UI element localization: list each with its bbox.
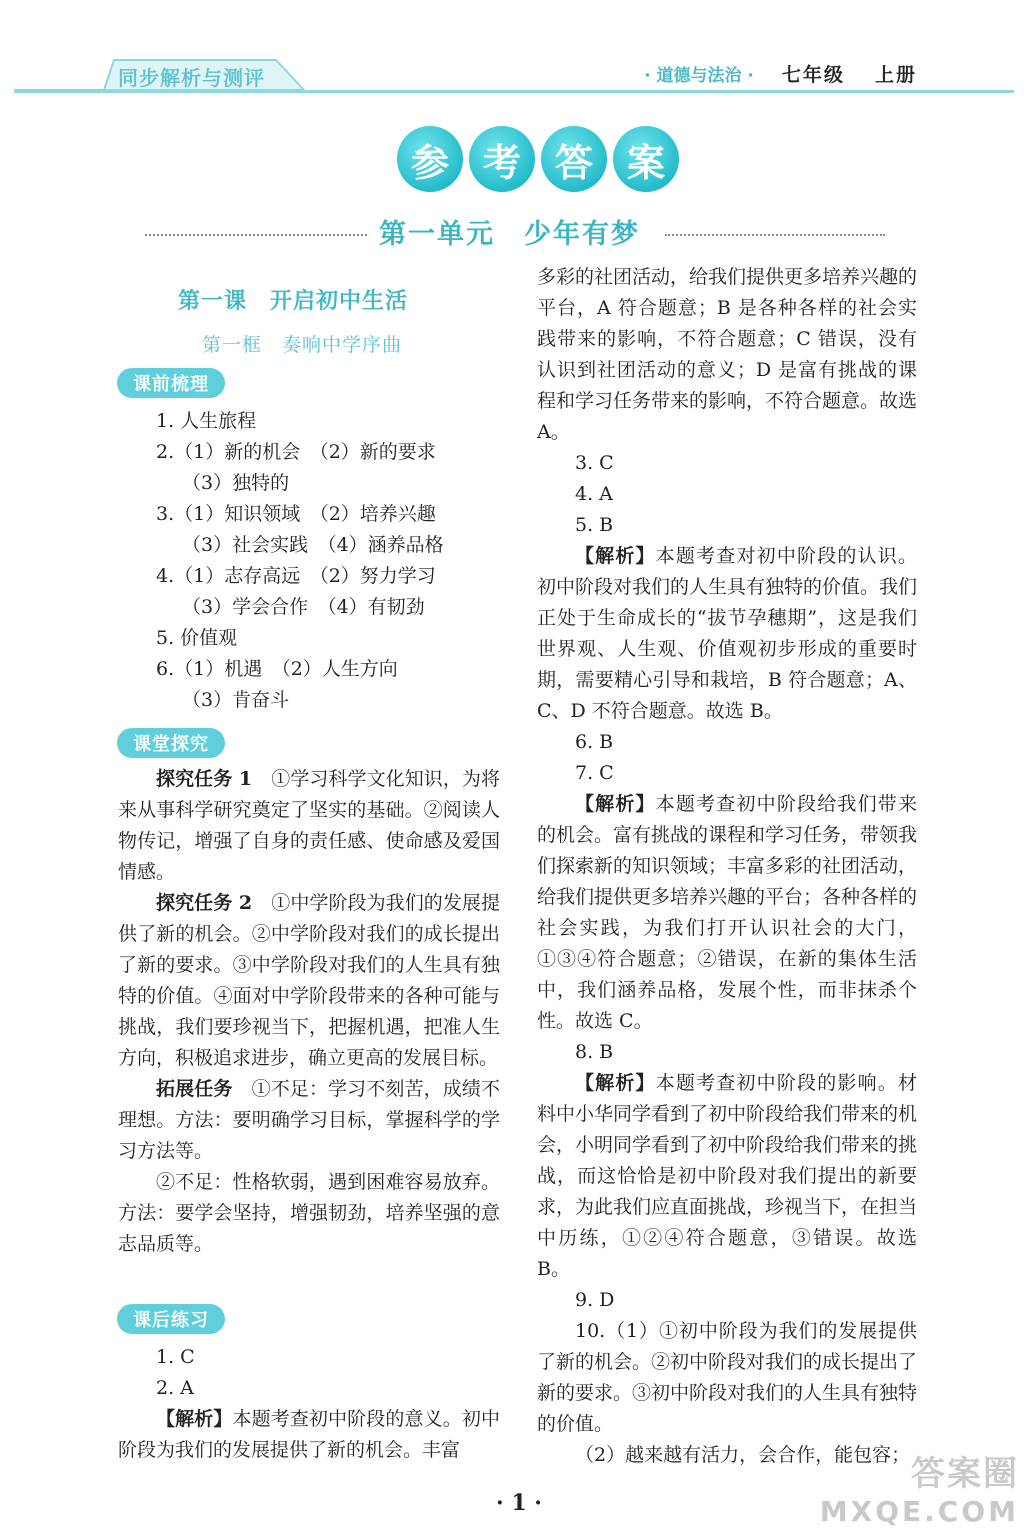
- answer-line: （3）肯奋斗: [182, 689, 290, 711]
- page-number: · 1 ·: [496, 1490, 542, 1516]
- extension-paragraph-2: ②不足：性格软弱，遇到困难容易放弃。方法：要学会坚持，增强韧劲，培养坚强的意志品质等。: [118, 1171, 500, 1255]
- watermark-line-2: MXQE.COM: [819, 1495, 1019, 1528]
- answer-line: 4. A: [575, 483, 613, 505]
- task-2-text: ①中学阶段为我们的发展提供了新的机会。②中学阶段对我们的成长提出了新的要求。③中学阶段对我们的人生具有独特的价值。④面对中学阶段带来的各种可能与挑战，我们要珍视当下，把握机遇，把准人生方向，积极追求进步，确立更高的发展目标。: [118, 892, 500, 1069]
- watermark: [820, 1446, 1019, 1528]
- answer-line: 2.（1）新的机会 （2）新的要求: [156, 441, 436, 463]
- header-book-title: 同步解析与测评: [118, 66, 265, 90]
- analysis-label: 【解析】: [156, 1408, 233, 1430]
- analysis-2-paragraph: [118, 1404, 500, 1466]
- section-badge-pre: 课前梳理: [117, 368, 225, 398]
- title-char: 答: [541, 126, 607, 192]
- task-2-label: 探究任务 2: [156, 892, 253, 914]
- watermark-line-1: 答案圈: [911, 1454, 1019, 1494]
- header-meta: [644, 60, 917, 87]
- analysis-5-text: 本题考查对初中阶段的认识。初中阶段对我们的人生具有独特的价值。我们正处于生命成长的“拔节孕穗期”，这是我们世界观、人生观、价值观初步形成的重要时期，需要精心引导和栽培，B 符合题意；A、C、D 不符合题意。故选 B。: [537, 545, 918, 722]
- divider-dots-left: [145, 234, 367, 236]
- task-1-text: ①学习科学文化知识，为将来从事科学研究奠定了坚实的基础。②阅读人物传记，增强了自身的责任感、使命感及爱国情感。: [118, 768, 500, 883]
- analysis-7-text: 本题考查初中阶段给我们带来的机会。富有挑战的课程和学习任务，带领我们探索新的知识领域；丰富多彩的社团活动，给我们提供更多培养兴趣的平台；各种各样的社会实践，为我们打开认识社会的大门，①③④符合题意；②错误，在新的集体生活中，我们涵养品格，发展个性，而非抹杀个性。故选 C。: [537, 793, 918, 1032]
- lesson-title: 第一课 开启初中生活: [178, 289, 409, 314]
- analysis-2-text: 本题考查初中阶段的意义。初中阶段为我们的发展提供了新的机会。丰富: [118, 1408, 500, 1461]
- header-subject: · 道德与法治 ·: [644, 66, 754, 86]
- title-char: 案: [613, 126, 679, 192]
- answer-line: 8. B: [575, 1041, 614, 1063]
- answer-line: 7. C: [575, 762, 614, 784]
- header-rule: [14, 90, 1014, 93]
- frame-title: 第一框 奏响中学序曲: [202, 334, 403, 356]
- right-column: [537, 262, 917, 1471]
- analysis-label: 【解析】: [575, 793, 656, 815]
- analysis-label: 【解析】: [575, 545, 656, 567]
- analysis-8-text: 本题考查初中阶段的影响。材料中小华同学看到了初中阶段给我们带来的机会，小明同学看到了初中阶段给我们带来的挑战，而这恰恰是初中阶段对我们提出的新要求，为此我们应直面挑战，珍视当下，在担当中历练，①②④符合题意，③错误。故选 B。: [537, 1072, 918, 1280]
- header-volume: 上册: [874, 64, 917, 86]
- answer-line: 3.（1）知识领域 （2）培养兴趣: [156, 503, 436, 525]
- answer-10-paragraph: 10.（1）①初中阶段为我们的发展提供了新的机会。②初中阶段对我们的成长提出了新的要求。③初中阶段对我们的人生具有独特的价值。: [537, 1320, 918, 1435]
- task-1-paragraph: [118, 764, 500, 888]
- answer-line: 1. 人生旅程: [156, 410, 257, 432]
- answer-line: 6.（1）机遇 （2）人生方向: [156, 658, 398, 680]
- practice-answers: [118, 1342, 500, 1466]
- task-1-label: 探究任务 1: [156, 768, 253, 790]
- analysis-5-paragraph: [537, 541, 917, 727]
- title-char: 考: [469, 126, 535, 192]
- continued-text: 多彩的社团活动，给我们提供更多培养兴趣的平台，A 符合题意；B 是各种各样的社会实践带来的影响，不符合题意；C 错误，没有认识到社团活动的意义；D 是富有挑战的课程和学习任务带来的影响，不符合题意。故选 A。: [537, 266, 918, 443]
- explore-answers: [118, 764, 500, 1260]
- section-badge-explore: 课堂探究: [117, 728, 225, 758]
- page-title: [397, 126, 679, 196]
- unit-title: 第一单元 少年有梦: [379, 219, 640, 250]
- answer-line: 3. C: [575, 452, 614, 474]
- extension-label: 拓展任务: [156, 1078, 233, 1100]
- answer-10-part-2: （2）越来越有活力，会合作，能包容；: [575, 1444, 911, 1466]
- extension-paragraph: [118, 1074, 500, 1167]
- answer-line: 2. A: [156, 1377, 194, 1399]
- divider-dots-right: [665, 234, 885, 236]
- answer-line: 1. C: [156, 1346, 195, 1368]
- answer-line: 9. D: [575, 1289, 615, 1311]
- title-char: 参: [397, 126, 463, 192]
- answer-line: （3）学会合作 （4）有韧劲: [182, 596, 425, 618]
- answer-line: 5. B: [575, 514, 614, 536]
- answer-line: 6. B: [575, 731, 614, 753]
- analysis-8-paragraph: [537, 1068, 917, 1285]
- answer-line: （3）社会实践 （4）涵养品格: [182, 534, 444, 556]
- answer-line: 4.（1）志存高远 （2）努力学习: [156, 565, 436, 587]
- extension-text: ①不足：学习不刻苦，成绩不理想。方法：要明确学习目标，掌握科学的学习方法等。: [118, 1078, 500, 1162]
- analysis-7-paragraph: [537, 789, 917, 1037]
- answer-line: 5. 价值观: [156, 627, 238, 649]
- answer-line: （3）独特的: [182, 472, 290, 494]
- task-2-paragraph: [118, 888, 500, 1074]
- header-book-title-block: [14, 56, 314, 92]
- pre-class-answers: [118, 406, 502, 716]
- header-grade: 七年级: [781, 64, 845, 86]
- analysis-label: 【解析】: [575, 1072, 656, 1094]
- unit-heading-row: [145, 212, 885, 252]
- section-badge-practice: 课后练习: [117, 1304, 225, 1334]
